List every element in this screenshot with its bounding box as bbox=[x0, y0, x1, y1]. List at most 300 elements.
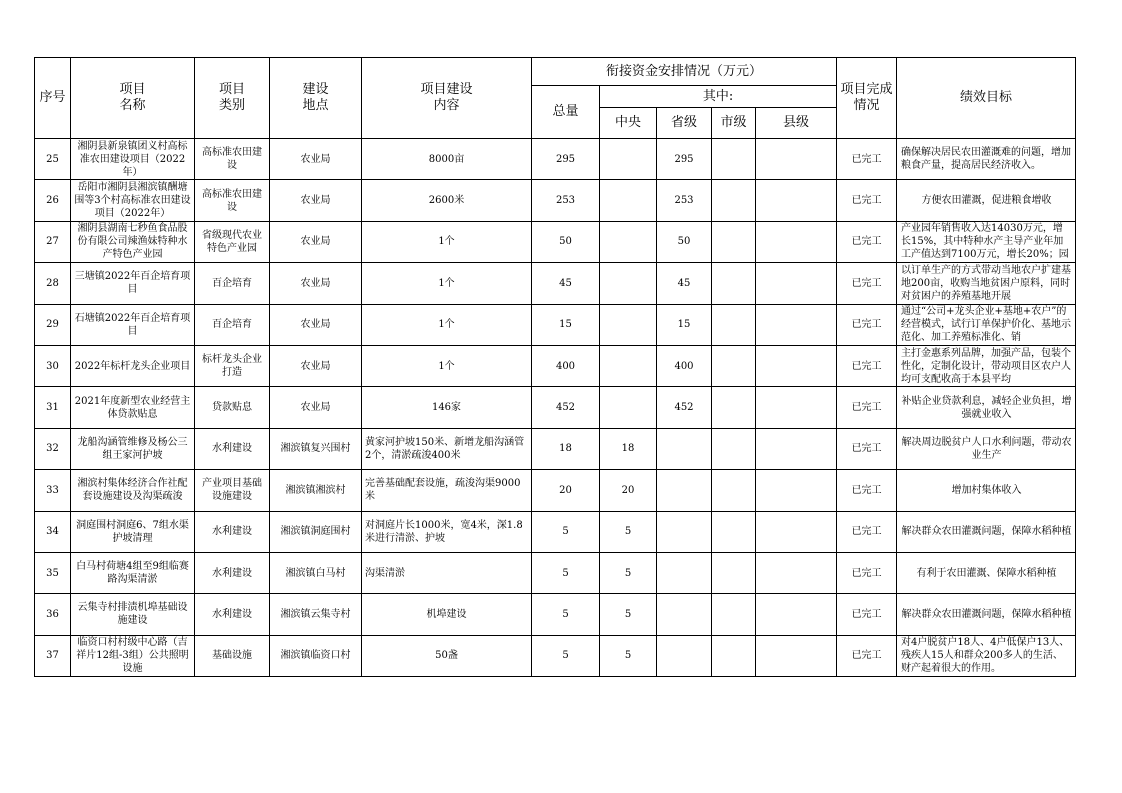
fund-county bbox=[756, 470, 837, 511]
performance-goal-text: 通过“公司+龙头企业+基地+农户”的经营模式，试行订单保护价化、基地示范化、加工养殖标准化、销 bbox=[901, 306, 1072, 344]
completion-status-text: 已完工 bbox=[851, 484, 882, 496]
col-of-which: 其中: bbox=[600, 86, 837, 108]
table-row bbox=[35, 552, 1076, 593]
performance-goal-text: 有利于农田灌溉、保障水稻种植 bbox=[916, 567, 1057, 579]
row-number bbox=[35, 139, 71, 180]
performance-goal bbox=[897, 304, 1076, 345]
project-name bbox=[71, 304, 195, 345]
table-header bbox=[35, 58, 1076, 139]
fund-city bbox=[712, 345, 756, 386]
fund-central bbox=[600, 594, 657, 635]
project-name-text: 2021年度新型农业经营主体贷款贴息 bbox=[74, 395, 191, 420]
project-type-text: 基础设施 bbox=[212, 650, 252, 662]
fund-county bbox=[756, 180, 837, 221]
project-name-text: 洞庭围村洞庭6、7组水渠护坡清理 bbox=[76, 519, 189, 544]
fund-total-text: 5 bbox=[562, 650, 569, 662]
build-content-text: 机埠建设 bbox=[426, 608, 467, 620]
fund-central bbox=[600, 221, 657, 262]
performance-goal-text: 解决群众农田灌溉问题，保障水稻种植 bbox=[901, 526, 1072, 538]
build-location-text: 湘滨镇复兴围村 bbox=[280, 443, 351, 455]
table-row bbox=[35, 635, 1076, 676]
build-location-text: 湘滨镇洞庭围村 bbox=[280, 526, 351, 538]
fund-city bbox=[712, 511, 756, 552]
project-type bbox=[195, 552, 270, 593]
performance-goal bbox=[897, 552, 1076, 593]
project-name-text: 云集寺村排渍机埠基础设施建设 bbox=[77, 602, 188, 627]
row-number-text: 30 bbox=[46, 360, 59, 372]
completion-status-text: 已完工 bbox=[851, 526, 882, 538]
performance-goal-text: 产业园年销售收入达14030万元，增长15%，其中特种水产主导产业年加工产值达到7100万元，增长20%；园 bbox=[901, 223, 1069, 261]
fund-city bbox=[712, 635, 756, 676]
fund-central bbox=[600, 139, 657, 180]
row-number bbox=[35, 470, 71, 511]
row-number bbox=[35, 263, 71, 304]
build-location bbox=[270, 470, 362, 511]
project-type-text: 水利建设 bbox=[212, 608, 252, 620]
fund-central bbox=[600, 635, 657, 676]
fund-provincial bbox=[657, 470, 712, 511]
row-number bbox=[35, 635, 71, 676]
build-content bbox=[362, 304, 532, 345]
fund-provincial bbox=[657, 552, 712, 593]
project-type bbox=[195, 304, 270, 345]
table-row bbox=[35, 139, 1076, 180]
fund-provincial bbox=[657, 511, 712, 552]
fund-central bbox=[600, 511, 657, 552]
project-name-text: 石塘镇2022年百企培育项目 bbox=[74, 312, 191, 337]
fund-county bbox=[756, 511, 837, 552]
build-location-text: 湘滨镇云集寺村 bbox=[280, 608, 351, 620]
build-location bbox=[270, 387, 362, 428]
project-type bbox=[195, 345, 270, 386]
build-location bbox=[270, 511, 362, 552]
build-location-text: 农业局 bbox=[300, 236, 331, 248]
project-name-text: 湘阴县湖南七秒鱼食品股份有限公司辣渔妹特种水产特色产业园 bbox=[77, 223, 188, 261]
completion-status-text: 已完工 bbox=[851, 567, 882, 579]
performance-goal bbox=[897, 594, 1076, 635]
fund-central-text: 5 bbox=[624, 650, 632, 662]
completion-status bbox=[837, 345, 897, 386]
row-number bbox=[35, 387, 71, 428]
table-row bbox=[35, 304, 1076, 345]
col-provincial: 省级 bbox=[657, 108, 712, 139]
fund-county bbox=[756, 304, 837, 345]
fund-total bbox=[532, 221, 600, 262]
project-name-text: 临资口村村级中心路（吉祥片12组-3组）公共照明设施 bbox=[76, 637, 189, 675]
completion-status-text: 已完工 bbox=[851, 319, 882, 331]
project-type bbox=[195, 428, 270, 469]
fund-city bbox=[712, 304, 756, 345]
project-name-text: 三塘镇2022年百企培育项目 bbox=[74, 271, 191, 296]
completion-status bbox=[837, 304, 897, 345]
project-name-text: 2022年标杆龙头企业项目 bbox=[74, 360, 191, 372]
fund-total bbox=[532, 511, 600, 552]
fund-total bbox=[532, 304, 600, 345]
project-name bbox=[71, 387, 195, 428]
build-content bbox=[362, 345, 532, 386]
project-type bbox=[195, 139, 270, 180]
completion-status bbox=[837, 221, 897, 262]
project-name-text: 龙船沟涵管维修及杨公三组王家河护坡 bbox=[77, 436, 188, 461]
fund-provincial-text: 50 bbox=[677, 236, 691, 248]
project-name bbox=[71, 428, 195, 469]
fund-total bbox=[532, 180, 600, 221]
project-name bbox=[71, 345, 195, 386]
fund-provincial-text: 295 bbox=[674, 153, 694, 165]
project-type-text: 省级现代农业特色产业园 bbox=[202, 229, 262, 254]
project-name-text: 湘滨村集体经济合作社配套设施建设及沟渠疏浚 bbox=[77, 478, 188, 503]
completion-status bbox=[837, 263, 897, 304]
fund-city bbox=[712, 428, 756, 469]
completion-status-text: 已完工 bbox=[851, 608, 882, 620]
col-central: 中央 bbox=[600, 108, 657, 139]
table-row bbox=[35, 180, 1076, 221]
project-type-text: 产业项目基础设施建设 bbox=[202, 478, 262, 503]
project-type bbox=[195, 180, 270, 221]
fund-provincial bbox=[657, 635, 712, 676]
fund-total-text: 15 bbox=[559, 319, 572, 331]
row-number-text: 29 bbox=[46, 319, 59, 331]
fund-provincial bbox=[657, 304, 712, 345]
performance-goal bbox=[897, 635, 1076, 676]
build-location-text: 湘滨镇白马村 bbox=[285, 567, 346, 579]
row-number-text: 32 bbox=[46, 443, 59, 455]
performance-goal bbox=[897, 139, 1076, 180]
fund-central bbox=[600, 263, 657, 304]
fund-total bbox=[532, 594, 600, 635]
performance-goal bbox=[897, 470, 1076, 511]
project-type bbox=[195, 635, 270, 676]
row-number bbox=[35, 511, 71, 552]
build-content bbox=[362, 511, 532, 552]
row-number-text: 31 bbox=[46, 402, 59, 414]
fund-city bbox=[712, 552, 756, 593]
fund-total-text: 20 bbox=[559, 484, 572, 496]
build-location bbox=[270, 552, 362, 593]
completion-status bbox=[837, 511, 897, 552]
build-content-text: 沟渠清淤 bbox=[365, 567, 405, 579]
build-location bbox=[270, 304, 362, 345]
performance-goal bbox=[897, 180, 1076, 221]
col-seq: 序号 bbox=[35, 58, 71, 139]
fund-central-text: 18 bbox=[621, 443, 635, 455]
project-name bbox=[71, 511, 195, 552]
fund-provincial bbox=[657, 221, 712, 262]
row-number bbox=[35, 428, 71, 469]
build-content bbox=[362, 221, 532, 262]
col-content: 项目建设 内容 bbox=[362, 58, 532, 139]
project-type-text: 水利建设 bbox=[212, 443, 252, 455]
project-type bbox=[195, 263, 270, 304]
row-number-text: 28 bbox=[46, 277, 59, 289]
project-type-text: 百企培育 bbox=[212, 319, 252, 331]
project-type bbox=[195, 221, 270, 262]
row-number-text: 35 bbox=[46, 567, 59, 579]
performance-goal-text: 确保解决居民农田灌溉难的问题，增加粮食产量，提高居民经济收入。 bbox=[901, 147, 1072, 172]
fund-central-text: 5 bbox=[624, 526, 632, 538]
row-number bbox=[35, 594, 71, 635]
fund-county bbox=[756, 552, 837, 593]
project-type-text: 高标准农田建设 bbox=[202, 188, 262, 213]
completion-status-text: 已完工 bbox=[851, 153, 882, 165]
build-content-text: 8000亩 bbox=[428, 153, 465, 165]
fund-city bbox=[712, 221, 756, 262]
col-county: 县级 bbox=[756, 108, 837, 139]
fund-county bbox=[756, 345, 837, 386]
fund-provincial bbox=[657, 180, 712, 221]
fund-total-text: 45 bbox=[559, 277, 572, 289]
project-name bbox=[71, 221, 195, 262]
fund-central-text: 20 bbox=[621, 484, 635, 496]
build-content-text: 完善基础配套设施，疏浚沟渠9000米 bbox=[365, 478, 521, 503]
performance-goal bbox=[897, 387, 1076, 428]
build-location-text: 农业局 bbox=[300, 319, 331, 331]
row-number-text: 27 bbox=[46, 236, 59, 248]
table-row bbox=[35, 221, 1076, 262]
performance-goal bbox=[897, 263, 1076, 304]
table-row bbox=[35, 428, 1076, 469]
fund-total-text: 400 bbox=[555, 360, 576, 372]
completion-status-text: 已完工 bbox=[851, 402, 882, 414]
completion-status bbox=[837, 470, 897, 511]
completion-status-text: 已完工 bbox=[851, 443, 882, 455]
completion-status-text: 已完工 bbox=[851, 360, 882, 372]
build-location bbox=[270, 428, 362, 469]
fund-provincial bbox=[657, 594, 712, 635]
project-name bbox=[71, 139, 195, 180]
fund-total bbox=[532, 635, 600, 676]
build-location-text: 农业局 bbox=[300, 402, 331, 414]
fund-provincial bbox=[657, 139, 712, 180]
performance-goal bbox=[897, 428, 1076, 469]
fund-total bbox=[532, 428, 600, 469]
build-content bbox=[362, 635, 532, 676]
project-name-text: 岳阳市湘阴县湘滨镇酬塘围等3个村高标准农田建设项目（2022年） bbox=[74, 182, 191, 220]
col-goal: 绩效目标 bbox=[897, 58, 1076, 139]
table-row bbox=[35, 594, 1076, 635]
build-content-text: 对洞庭片长1000米，宽4米，深1.8米进行清淤、护坡 bbox=[365, 519, 523, 544]
fund-provincial bbox=[657, 387, 712, 428]
completion-status-text: 已完工 bbox=[851, 277, 882, 289]
table-body bbox=[35, 139, 1076, 677]
fund-total bbox=[532, 387, 600, 428]
col-total: 总量 bbox=[532, 86, 600, 139]
build-content bbox=[362, 594, 532, 635]
fund-total-text: 18 bbox=[559, 443, 572, 455]
build-location bbox=[270, 635, 362, 676]
fund-total-text: 50 bbox=[559, 236, 572, 248]
build-content-text: 黄家河护坡150米、新增龙船沟涵管2个，清淤疏浚400米 bbox=[365, 436, 525, 461]
row-number-text: 36 bbox=[46, 608, 59, 620]
project-name-text: 白马村荷塘4组至9组临赛路沟渠清淤 bbox=[76, 561, 189, 586]
fund-provincial-text: 253 bbox=[674, 195, 694, 207]
project-name bbox=[71, 470, 195, 511]
row-number-text: 37 bbox=[46, 650, 59, 662]
fund-provincial bbox=[657, 345, 712, 386]
project-name bbox=[71, 552, 195, 593]
row-number-text: 26 bbox=[46, 195, 59, 207]
project-type bbox=[195, 511, 270, 552]
fund-city bbox=[712, 387, 756, 428]
fund-total-text: 5 bbox=[562, 608, 569, 620]
fund-central bbox=[600, 428, 657, 469]
col-funds: 衔接资金安排情况（万元） bbox=[532, 58, 837, 86]
performance-goal bbox=[897, 345, 1076, 386]
project-funds-table bbox=[34, 57, 1076, 677]
table-row bbox=[35, 387, 1076, 428]
build-content bbox=[362, 180, 532, 221]
completion-status bbox=[837, 180, 897, 221]
build-location-text: 农业局 bbox=[300, 153, 331, 165]
row-number-text: 25 bbox=[46, 153, 59, 165]
build-content bbox=[362, 263, 532, 304]
completion-status bbox=[837, 387, 897, 428]
build-content-text: 50盏 bbox=[435, 650, 458, 662]
build-content-text: 2600米 bbox=[428, 195, 465, 207]
fund-city bbox=[712, 139, 756, 180]
col-status: 项目完成 情况 bbox=[837, 58, 897, 139]
build-location bbox=[270, 263, 362, 304]
row-number bbox=[35, 221, 71, 262]
table-row bbox=[35, 470, 1076, 511]
project-name bbox=[71, 263, 195, 304]
fund-total-text: 452 bbox=[555, 402, 576, 414]
fund-city bbox=[712, 180, 756, 221]
build-content bbox=[362, 387, 532, 428]
project-name bbox=[71, 594, 195, 635]
build-content-text: 146家 bbox=[431, 402, 462, 414]
build-content-text: 1个 bbox=[438, 360, 455, 372]
row-number-text: 33 bbox=[46, 484, 59, 496]
build-location bbox=[270, 345, 362, 386]
build-location-text: 农业局 bbox=[300, 277, 331, 289]
completion-status-text: 已完工 bbox=[851, 650, 882, 662]
fund-total-text: 295 bbox=[555, 153, 576, 165]
col-type: 项目 类别 bbox=[195, 58, 270, 139]
build-location-text: 湘滨镇临资口村 bbox=[280, 650, 351, 662]
build-content bbox=[362, 470, 532, 511]
fund-total bbox=[532, 345, 600, 386]
fund-central bbox=[600, 304, 657, 345]
fund-central bbox=[600, 345, 657, 386]
performance-goal bbox=[897, 511, 1076, 552]
project-type-text: 水利建设 bbox=[212, 526, 252, 538]
fund-city bbox=[712, 594, 756, 635]
build-content bbox=[362, 552, 532, 593]
completion-status bbox=[837, 635, 897, 676]
project-type bbox=[195, 594, 270, 635]
fund-county bbox=[756, 428, 837, 469]
performance-goal bbox=[897, 221, 1076, 262]
fund-central bbox=[600, 180, 657, 221]
fund-county bbox=[756, 263, 837, 304]
fund-provincial bbox=[657, 428, 712, 469]
fund-county bbox=[756, 139, 837, 180]
fund-city bbox=[712, 263, 756, 304]
fund-central bbox=[600, 470, 657, 511]
fund-county bbox=[756, 387, 837, 428]
build-content-text: 1个 bbox=[438, 277, 455, 289]
fund-total bbox=[532, 139, 600, 180]
project-type-text: 水利建设 bbox=[212, 567, 252, 579]
fund-central bbox=[600, 552, 657, 593]
build-content bbox=[362, 139, 532, 180]
project-type-text: 标杆龙头企业打造 bbox=[202, 354, 262, 379]
build-content-text: 1个 bbox=[438, 319, 455, 331]
fund-total-text: 253 bbox=[555, 195, 576, 207]
col-name: 项目 名称 bbox=[71, 58, 195, 139]
col-city: 市级 bbox=[712, 108, 756, 139]
fund-central-text: 5 bbox=[624, 567, 632, 579]
table-row bbox=[35, 263, 1076, 304]
project-type-text: 贷款贴息 bbox=[212, 402, 252, 414]
performance-goal-text: 以订单生产的方式带动当地农户扩建基地200亩，收购当地贫困户原料，同时对贫困户的养殖基地开展 bbox=[901, 264, 1072, 302]
fund-total bbox=[532, 552, 600, 593]
build-location-text: 湘滨镇湘滨村 bbox=[285, 484, 346, 496]
row-number bbox=[35, 180, 71, 221]
completion-status bbox=[837, 139, 897, 180]
fund-total bbox=[532, 263, 600, 304]
fund-city bbox=[712, 470, 756, 511]
fund-total bbox=[532, 470, 600, 511]
completion-status bbox=[837, 552, 897, 593]
performance-goal-text: 解决周边脱贫户人口水利问题，带动农业生产 bbox=[901, 436, 1072, 461]
performance-goal-text: 对4户脱贫户18人、4户低保户13人、残疾人15人和群众200多人的生活、财产起着很大的作用。 bbox=[901, 637, 1070, 675]
performance-goal-text: 增加村集体收入 bbox=[951, 484, 1022, 496]
fund-provincial-text: 45 bbox=[677, 277, 691, 289]
performance-goal-text: 补贴企业贷款利息，减轻企业负担，增强就业收入 bbox=[901, 395, 1072, 420]
col-place: 建设 地点 bbox=[270, 58, 362, 139]
build-location bbox=[270, 139, 362, 180]
fund-central-text: 5 bbox=[624, 608, 632, 620]
table-row bbox=[35, 345, 1076, 386]
performance-goal-text: 主打金惠系列品牌，加强产品，包装个性化，定制化设计，带动项目区农户人均可支配收高于本县平均 bbox=[901, 347, 1072, 385]
project-name-text: 湘阴县新泉镇团义村高标准农田建设项目（2022年） bbox=[77, 140, 188, 178]
row-number-text: 34 bbox=[46, 526, 59, 538]
project-name bbox=[71, 635, 195, 676]
fund-total-text: 5 bbox=[562, 526, 569, 538]
performance-goal-text: 解决群众农田灌溉问题，保障水稻种植 bbox=[901, 608, 1072, 620]
performance-goal-text: 方便农田灌溉，促进粮食增收 bbox=[921, 195, 1052, 207]
fund-county bbox=[756, 221, 837, 262]
project-type-text: 百企培育 bbox=[212, 277, 252, 289]
build-content bbox=[362, 428, 532, 469]
row-number bbox=[35, 304, 71, 345]
fund-central bbox=[600, 387, 657, 428]
fund-total-text: 5 bbox=[562, 567, 569, 579]
fund-provincial-text: 15 bbox=[677, 319, 691, 331]
build-location bbox=[270, 594, 362, 635]
completion-status bbox=[837, 594, 897, 635]
project-name bbox=[71, 180, 195, 221]
build-location-text: 农业局 bbox=[300, 360, 331, 372]
fund-county bbox=[756, 635, 837, 676]
completion-status bbox=[837, 428, 897, 469]
project-type-text: 高标准农田建设 bbox=[202, 147, 262, 172]
table-row bbox=[35, 511, 1076, 552]
build-location bbox=[270, 221, 362, 262]
fund-provincial-text: 452 bbox=[674, 402, 694, 414]
row-number bbox=[35, 345, 71, 386]
build-location bbox=[270, 180, 362, 221]
project-type bbox=[195, 470, 270, 511]
build-location-text: 农业局 bbox=[300, 195, 331, 207]
row-number bbox=[35, 552, 71, 593]
fund-provincial bbox=[657, 263, 712, 304]
project-type bbox=[195, 387, 270, 428]
build-content-text: 1个 bbox=[438, 236, 455, 248]
completion-status-text: 已完工 bbox=[851, 236, 882, 248]
